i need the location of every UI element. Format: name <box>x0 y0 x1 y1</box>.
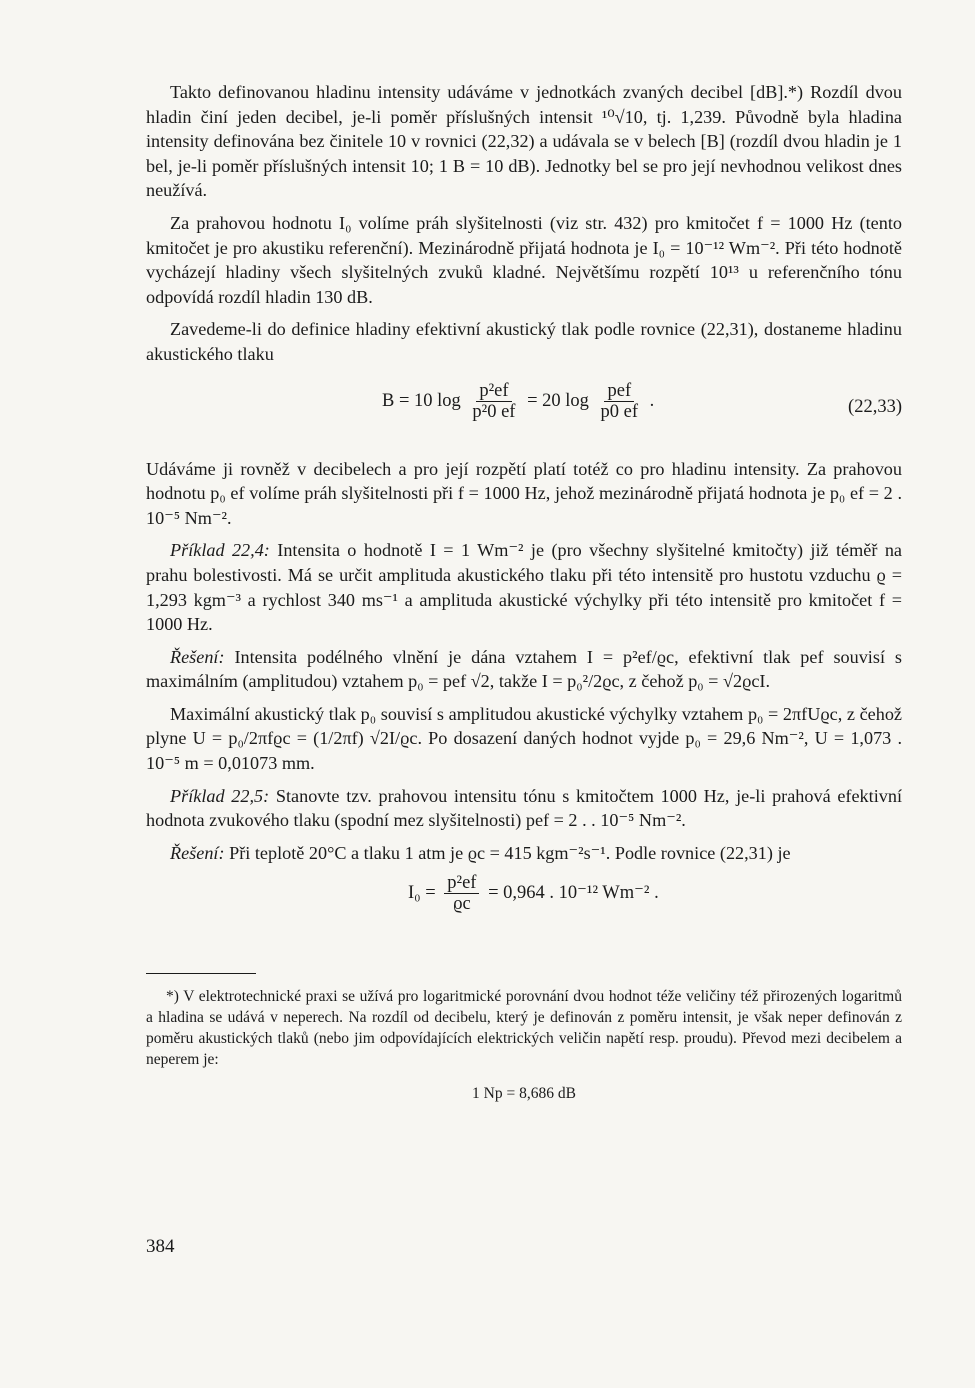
fraction-numerator: pef <box>604 381 634 402</box>
solution-22-4-part2: Maximální akustický tlak p₀ souvisí s amplitudou akustické výchylky vztahem p₀ = 2πfUϱc, z čehož plyne U = p₀/2πfϱc = (1/2πf) √2I/ϱc. Po dosazení daných hodnot vyjde p₀ = 29,6 Nm⁻², U = 1,073 . 10⁻⁵ m = 0,01073 mm. <box>146 703 902 774</box>
equation-22-33 <box>146 375 902 447</box>
equation-number: (22,33) <box>848 396 902 417</box>
example-text: Intensita o hodnotě I = 1 Wm⁻² je (pro všechny slyšitelné kmitočty) již téměř na prahu bolestivosti. Má se určit amplituda akustického tlaku při této intensitě pro hustotu vzduchu ϱ = 1,293 kgm⁻³ a rychlost 340 ms⁻¹ a amplituda akustické výchylky při této intensitě pro kmitočet f = 1000 Hz. <box>146 540 902 635</box>
footnote-text: *) V elektrotechnické praxi se užívá pro logaritmické porovnání dvou hodnot téže veličiny též přirozených logaritmů a hladina se udává v neperech. Na rozdíl od decibelu, který je definován z poměru intensit, je však neper definován z poměru akustických tlaků (nebo jim odpovídajících elektrických veličin napětí resp. proudu). Převod mezi decibelem a neperem je: <box>146 988 902 1069</box>
equation-threshold-intensity <box>146 873 902 951</box>
solution-22-4-part1 <box>146 645 902 694</box>
fraction-denominator: p0 ef <box>600 401 639 422</box>
fraction-numerator: p²ef <box>476 381 511 402</box>
fraction-denominator: ϱc <box>453 894 471 915</box>
paragraph-pressure-level-units: Udáváme ji rovněž v decibelech a pro její rozpětí platí totéž co pro hladinu intensity. Za prahovou hodnotu p₀ ef volíme práh slyšitelnosti při f = 1000 Hz, jehož mezinárodně přijatá hodnota je p₀ ef = 2 . 10⁻⁵ Nm⁻². <box>146 458 902 528</box>
fraction-numerator: p²ef <box>444 873 479 894</box>
solution-text: Při teplotě 20°C a tlaku 1 atm je ϱc = 415 kgm⁻²s⁻¹. Podle rovnice (22,31) je <box>229 842 791 863</box>
example-label: Příklad 22,5: <box>170 785 270 806</box>
paragraph-threshold-intensity: Za prahovou hodnotu I₀ volíme práh slyšitelnosti (viz str. 432) pro kmitočet f = 1000 Hz (tento kmitočet je pro akustiku referenční). Mezinárodně přijatá hodnota je I₀ = 10⁻¹² Wm⁻². Při této hodnotě vycházejí hladiny všech slyšitelných zvuků kladné. Největšímu rozpětí 10¹³ u referenčního tónu odpovídá rozdíl hladin 130 dB. <box>146 212 902 307</box>
solution-label: Řešení: <box>170 842 225 863</box>
equation-lhs: B = 10 log <box>382 390 461 411</box>
solution-22-5 <box>146 841 902 866</box>
example-22-5 <box>146 784 902 833</box>
equation-middle: = 20 log <box>527 390 589 411</box>
equation-rhs: = 0,964 . 10⁻¹² Wm⁻² . <box>488 883 659 904</box>
footnote-divider <box>146 973 256 974</box>
solution-label: Řešení: <box>170 646 225 667</box>
equation-lhs: I₀ = <box>408 883 436 904</box>
paragraph-pressure-level-intro: Zavedeme-li do definice hladiny efektivní akustický tlak podle rovnice (22,31), dostaneme hladinu akustického tlaku <box>146 319 902 364</box>
equation-end: . <box>649 390 655 411</box>
page-number: 384 <box>146 1236 175 1257</box>
footnote-conversion: 1 Np = 8,686 dB <box>472 1085 576 1103</box>
fraction-power <box>469 381 518 422</box>
fraction-pressure <box>598 381 642 422</box>
example-label: Příklad 22,4: <box>170 540 270 561</box>
example-text: Stanovte tzv. prahovou intensitu tónu s kmitočtem 1000 Hz, je-li prahová efektivní hodnota zvukového tlaku (spodní mez slyšitelnosti) pef = 2 . . 10⁻⁵ Nm⁻². <box>146 785 902 831</box>
page-content <box>146 80 902 1107</box>
fraction-denominator: p²0 ef <box>472 401 516 422</box>
paragraph-decibel-definition: Takto definovanou hladinu intensity udáváme v jednotkách zvaných decibel [dB].*) Rozdíl dvou hladin činí jeden decibel, je-li poměr příslušných intensit ¹⁰√10, tj. 1,239. Původně byla hladina intensity definována bez činitele 10 v rovnici (22,32) a udávala se v belech [B] (rozdíl dvou hladin je 1 bel, je-li poměr příslušných intensit 10; 1 B = 10 dB). Jednotky bel se pro její nevhodnou velikost dnes neužívá. <box>146 82 902 201</box>
example-22-4 <box>146 538 902 636</box>
fraction-intensity <box>444 873 479 914</box>
solution-text: Intensita podélného vlnění je dána vztahem I = p²ef/ϱc, efektivní tlak pef souvisí s maximálním (amplitudou) vztahem p₀ = pef √2, takže I = p₀²/2ϱc, z čehož p₀ = √2ϱcI. <box>146 646 902 692</box>
